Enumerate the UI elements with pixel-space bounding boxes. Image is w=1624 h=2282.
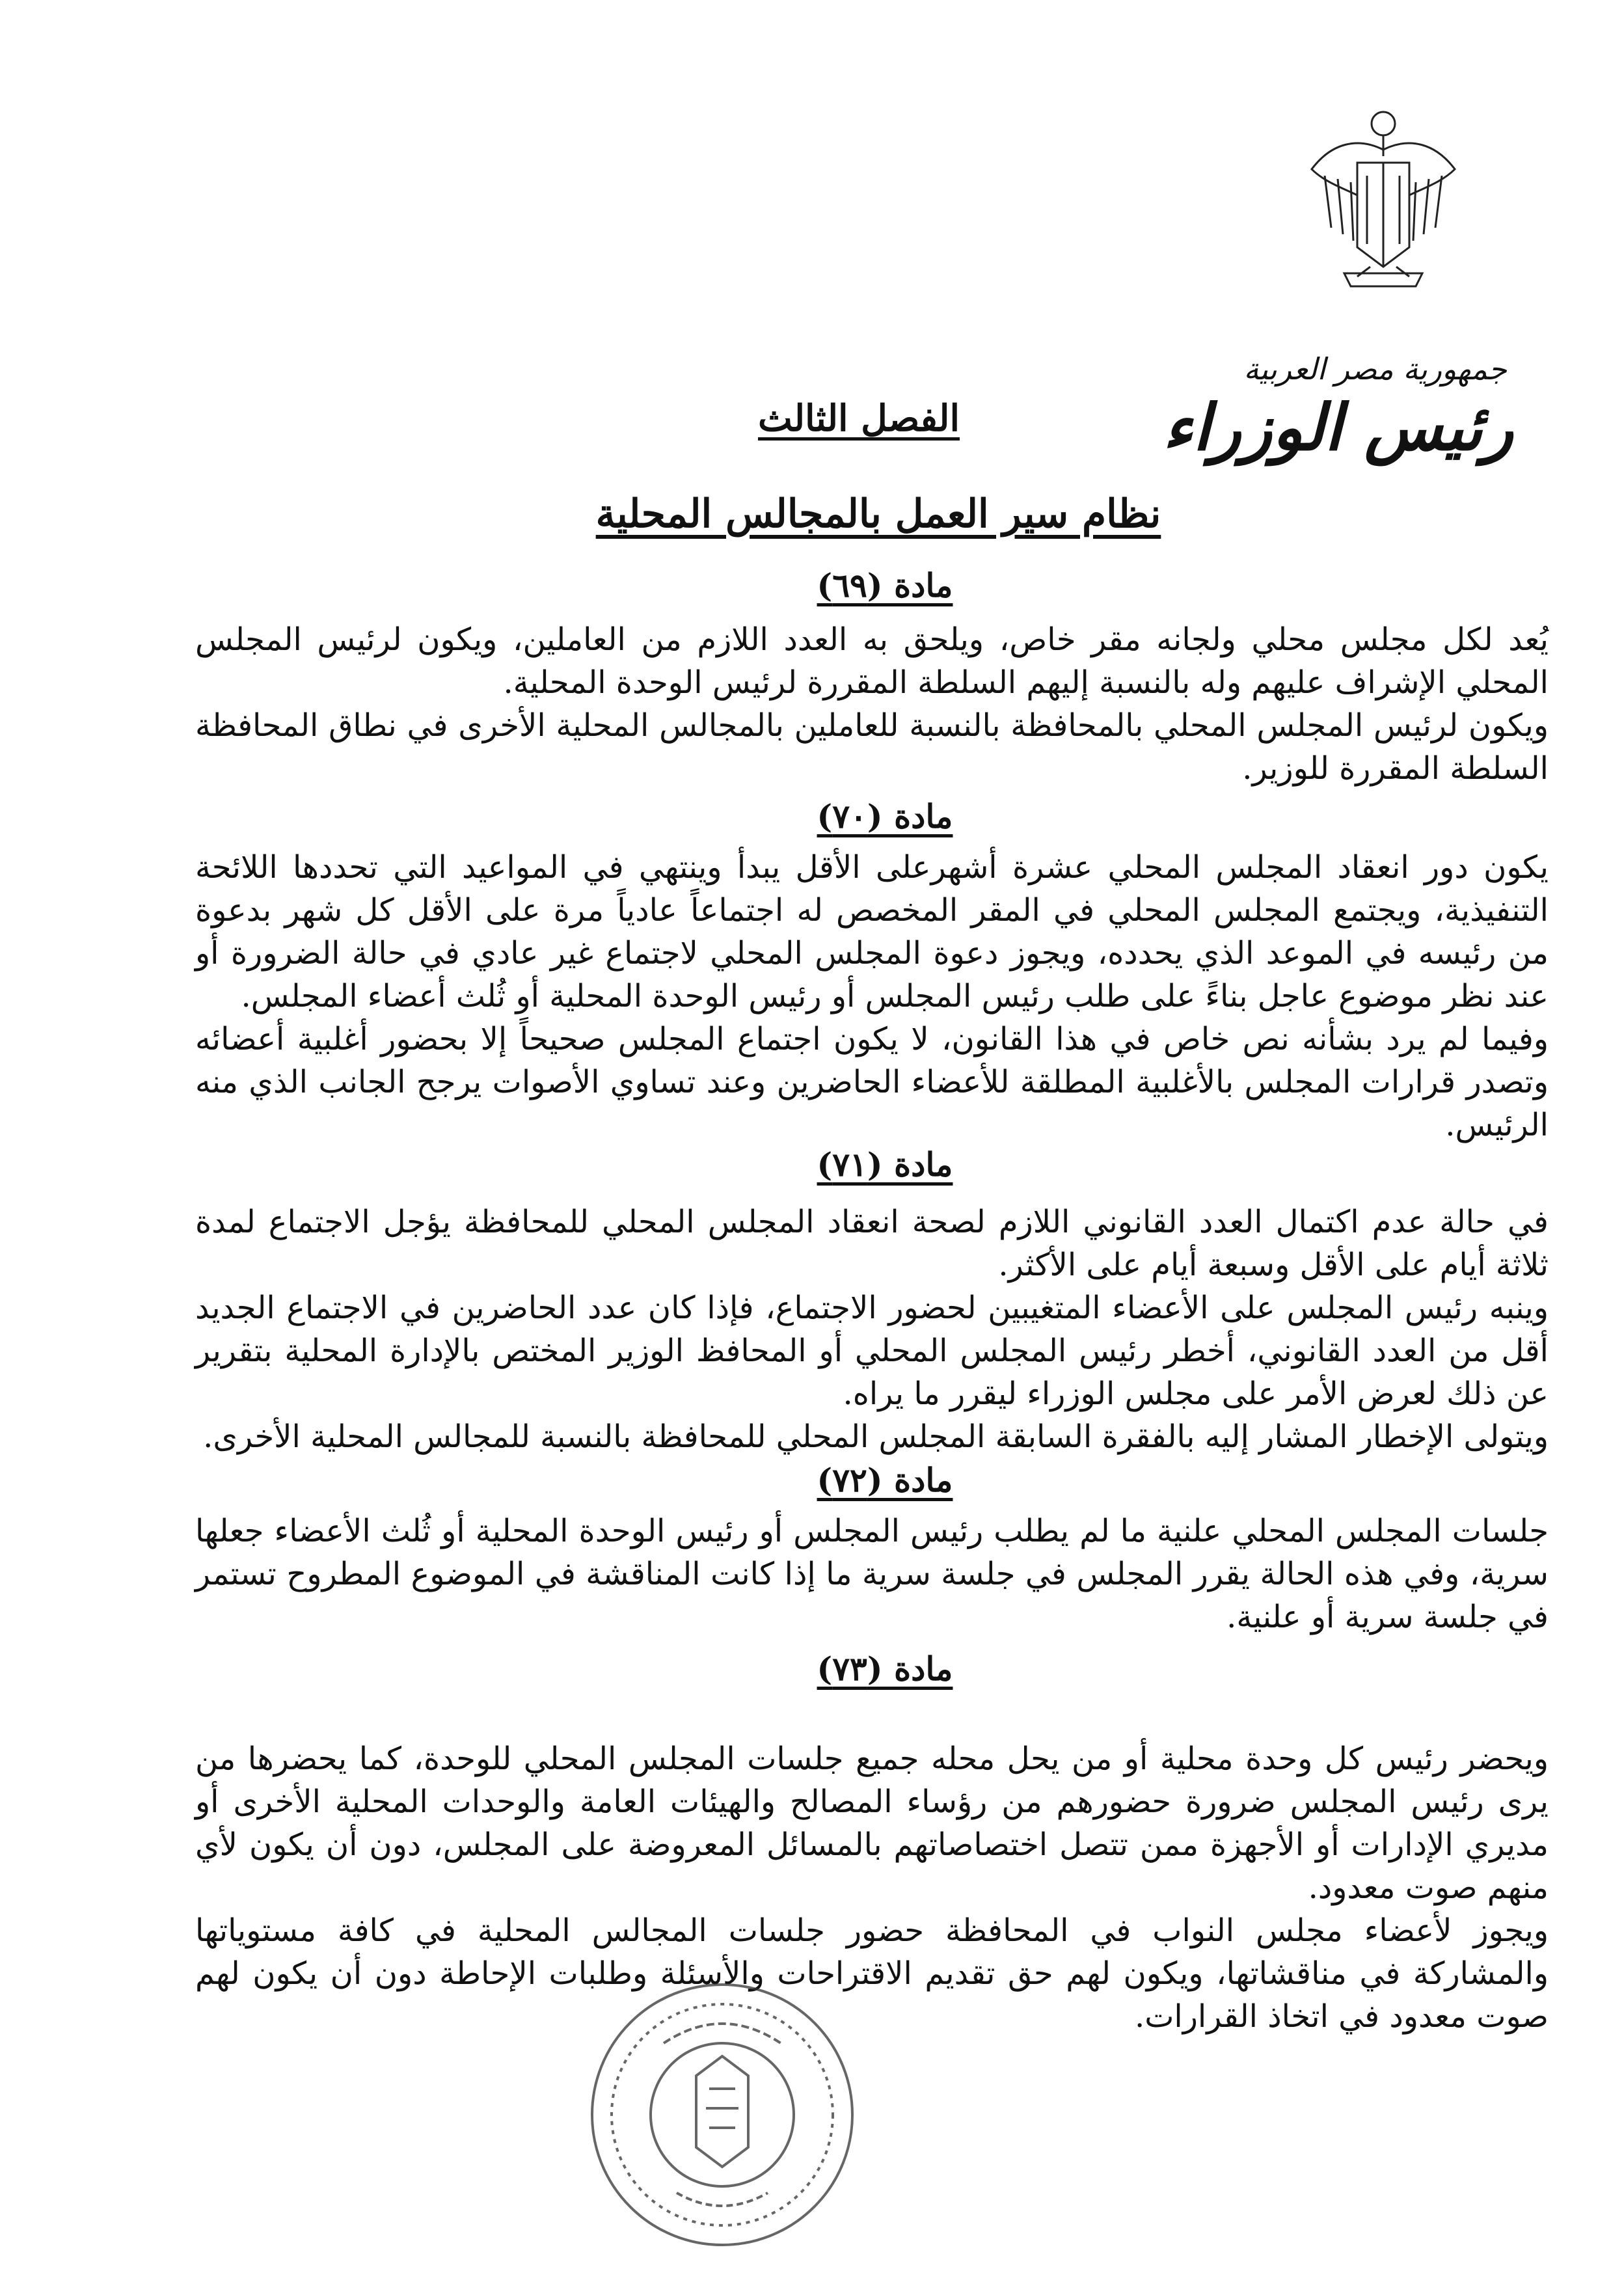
article-heading: مادة (٦٩) (817, 566, 953, 604)
article-paragraph: يكون دور انعقاد المجلس المحلي عشرة أشهرعلى الأقل يبدأ وينتهي في المواعيد التي تحددها اللائحة التنفيذية، ويجتمع المجلس المحلي في المقر المخصص له اجتماعاً عادياً مرة على الأقل كل شهر بدعوة من رئيسه في الموعد الذي يحدده، ويجوز دعوة المجلس المحلي لاجتماع غير عادي في حالة الضرورة أو عند نظر موضوع عاجل بناءً على طلب رئيس المجلس أو رئيس الوحدة المحلية أو ثُلث أعضاء المجلس. (195, 849, 1549, 1014)
letterhead-republic-name: جمهورية مصر العربية (1243, 351, 1507, 387)
article-body (195, 1510, 1549, 1638)
article-paragraph: ويحضر رئيس كل وحدة محلية أو من يحل محله جميع جلسات المجلس المحلي للوحدة، كما يحضرها من يرى رئيس المجلس ضرورة حضورهم من رؤساء المصالح والهيئات العامة والوحدات المحلية الأخرى أو مديري الإدارات أو الأجهزة ممن تتصل اختصاصاتهم بالمسائل المعروضة على المجلس، دون أن يكون لأي منهم صوت معدود. (195, 1741, 1549, 1906)
article-paragraph: وفيما لم يرد بشأنه نص خاص في هذا القانون، لا يكون اجتماع المجلس صحيحاً إلا بحضور أغلبية أعضائه وتصدر قرارات المجلس بالأغلبية المطلقة للأعضاء الحاضرين وعند تساوي الأصوات يرجح الجانب الذي منه الرئيس. (195, 1021, 1549, 1143)
letterhead-office-title: رئيس الوزراء (1163, 390, 1513, 465)
article-heading: مادة (٧٠) (817, 797, 953, 835)
article-body (195, 1201, 1549, 1458)
article-heading: مادة (٧٢) (817, 1461, 953, 1499)
article-body (195, 1737, 1549, 2038)
article-paragraph: ويتولى الإخطار المشار إليه بالفقرة السابقة المجلس المحلي للمحافظة بالنسبة للمجالس المحلية الأخرى. (203, 1419, 1549, 1455)
article-paragraph: يُعد لكل مجلس محلي ولجانه مقر خاص، ويلحق به العدد اللازم من العاملين، ويكون لرئيس المجلس المحلي الإشراف عليهم وله بالنسبة إليهم السلطة المقررة لرئيس الوحدة المحلية. (195, 621, 1549, 701)
letterhead (1163, 78, 1526, 465)
article-paragraph: ويكون لرئيس المجلس المحلي بالمحافظة بالنسبة للعاملين بالمجالس المحلية الأخرى في نطاق المحافظة السلطة المقررة للوزير. (195, 707, 1549, 787)
article-paragraph: وينبه رئيس المجلس على الأعضاء المتغيبين لحضور الاجتماع، فإذا كان عدد الحاضرين في الاجتماع الجديد أقل من العدد القانوني، أخطر رئيس المجلس المحلي أو المحافظ الوزير المختص بالإدارة المحلية بتقرير عن ذلك لعرض الأمر على مجلس الوزراء ليقرر ما يراه. (195, 1290, 1549, 1412)
article-paragraph: في حالة عدم اكتمال العدد القانوني اللازم لصحة انعقاد المجلس المحلي للمحافظة يؤجل الاجتماع لمدة ثلاثة أيام على الأقل وسبعة أيام على الأكثر. (195, 1204, 1549, 1283)
section-title: نظام سير العمل بالمجالس المحلية (595, 491, 1161, 537)
article-body (195, 846, 1549, 1147)
article-paragraph: ويجوز لأعضاء مجلس النواب في المحافظة حضور جلسات المجالس المحلية في كافة مستوياتها والمشاركة في مناقشاتها، ويكون لهم حق تقديم الاقتراحات والأسئلة وطلبات الإحاطة دون أن يكون لهم صوت معدود في اتخاذ القرارات. (195, 1912, 1549, 2035)
official-seal-icon (586, 1978, 859, 2251)
article-body (195, 618, 1549, 790)
eagle-emblem-icon (1286, 98, 1481, 293)
chapter-title: الفصل الثالث (757, 397, 960, 440)
article-paragraph: جلسات المجلس المحلي علنية ما لم يطلب رئيس المجلس أو رئيس الوحدة المحلية أو ثُلث الأعضاء جعلها سرية، وفي هذه الحالة يقرر المجلس في جلسة سرية ما إذا كانت المناقشة في الموضوع المطروح تستمر في جلسة سرية أو علنية. (195, 1513, 1549, 1635)
article-heading: مادة (٧٣) (817, 1650, 953, 1688)
article-heading: مادة (٧١) (817, 1145, 953, 1184)
